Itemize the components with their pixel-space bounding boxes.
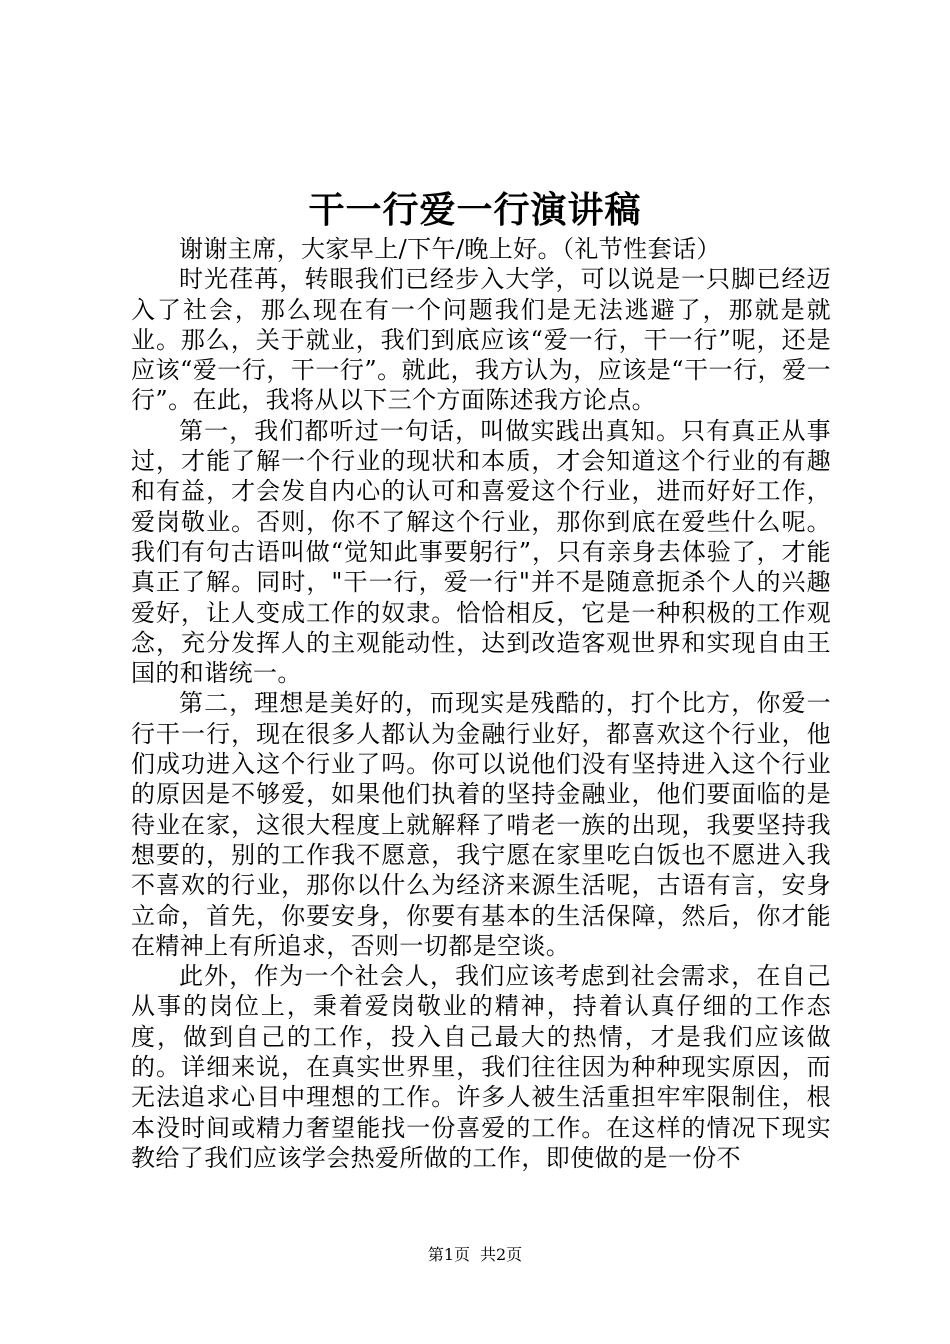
paragraph-point-one: 第一，我们都听过一句话，叫做实践出真知。只有真正从事过，才能了解一个行业的现状和本质，才会知道这个行业的有趣和有益，才会发自内心的认可和喜爱这个行业，进而好好工作，爱岗敬业。否则，你不了解这个行业，那你到底在爱些什么呢。我们有句古语叫做“觉知此事要躬行”，只有亲身去体验了，才能真正了解。同时，"干一行，爱一行"并不是随意扼杀个人的兴趣爱好，让人变成工作的奴隶。恰恰相反，它是一种积极的工作观念，充分发挥人的主观能动性，达到改造客观世界和实现自由王国的和谐统一。 bbox=[131, 416, 831, 688]
paragraph-point-two: 第二，理想是美好的，而现实是残酷的，打个比方，你爱一行干一行，现在很多人都认为金融行业好，都喜欢这个行业，他们成功进入这个行业了吗。你可以说他们没有坚持进入这个行业的原因是不够爱，如果他们执着的坚持金融业，他们要面临的是待业在家，这很大程度上就解释了啃老一族的出现，我要坚持我想要的，别的工作我不愿意，我宁愿在家里吃白饭也不愿进入我不喜欢的行业，那你以什么为经济来源生活呢，古语有言，安身立命，首先，你要安身，你要有基本的生活保障，然后，你才能在精神上有所追求，否则一切都是空谈。 bbox=[131, 689, 831, 960]
paragraph-point-three: 此外，作为一个社会人，我们应该考虑到社会需求，在自己从事的岗位上，秉着爱岗敬业的精神，持着认真仔细的工作态度，做到自己的工作，投入自己最大的热情，才是我们应该做的。详细来说，在真实世界里，我们往往因为种种现实原因，而无法追求心目中理想的工作。许多人被生活重担牢牢限制住，根本没时间或精力奢望能找一份喜爱的工作。在这样的情况下现实教给了我们应该学会热爱所做的工作，即使做的是一份不 bbox=[131, 962, 831, 1172]
page-total: 共2页 bbox=[480, 1245, 523, 1264]
page-number: 第1页 bbox=[427, 1245, 470, 1264]
paragraph-greeting: 谢谢主席，大家早上/下午/晚上好。（礼节性套话） bbox=[179, 235, 721, 263]
page-footer bbox=[0, 1244, 950, 1266]
paragraph-intro: 时光荏苒，转眼我们已经步入大学，可以说是一只脚已经迈入了社会，那么现在有一个问题我们是无法逃避了，那就是就业。那么，关于就业，我们到底应该“爱一行，干一行”呢，还是应该“爱一行，干一行”。就此，我方认为，应该是“干一行，爱一行”。在此，我将从以下三个方面陈述我方论点。 bbox=[131, 265, 831, 415]
document-body bbox=[131, 234, 831, 1173]
document-title: 干一行爱一行演讲稿 bbox=[308, 189, 642, 231]
